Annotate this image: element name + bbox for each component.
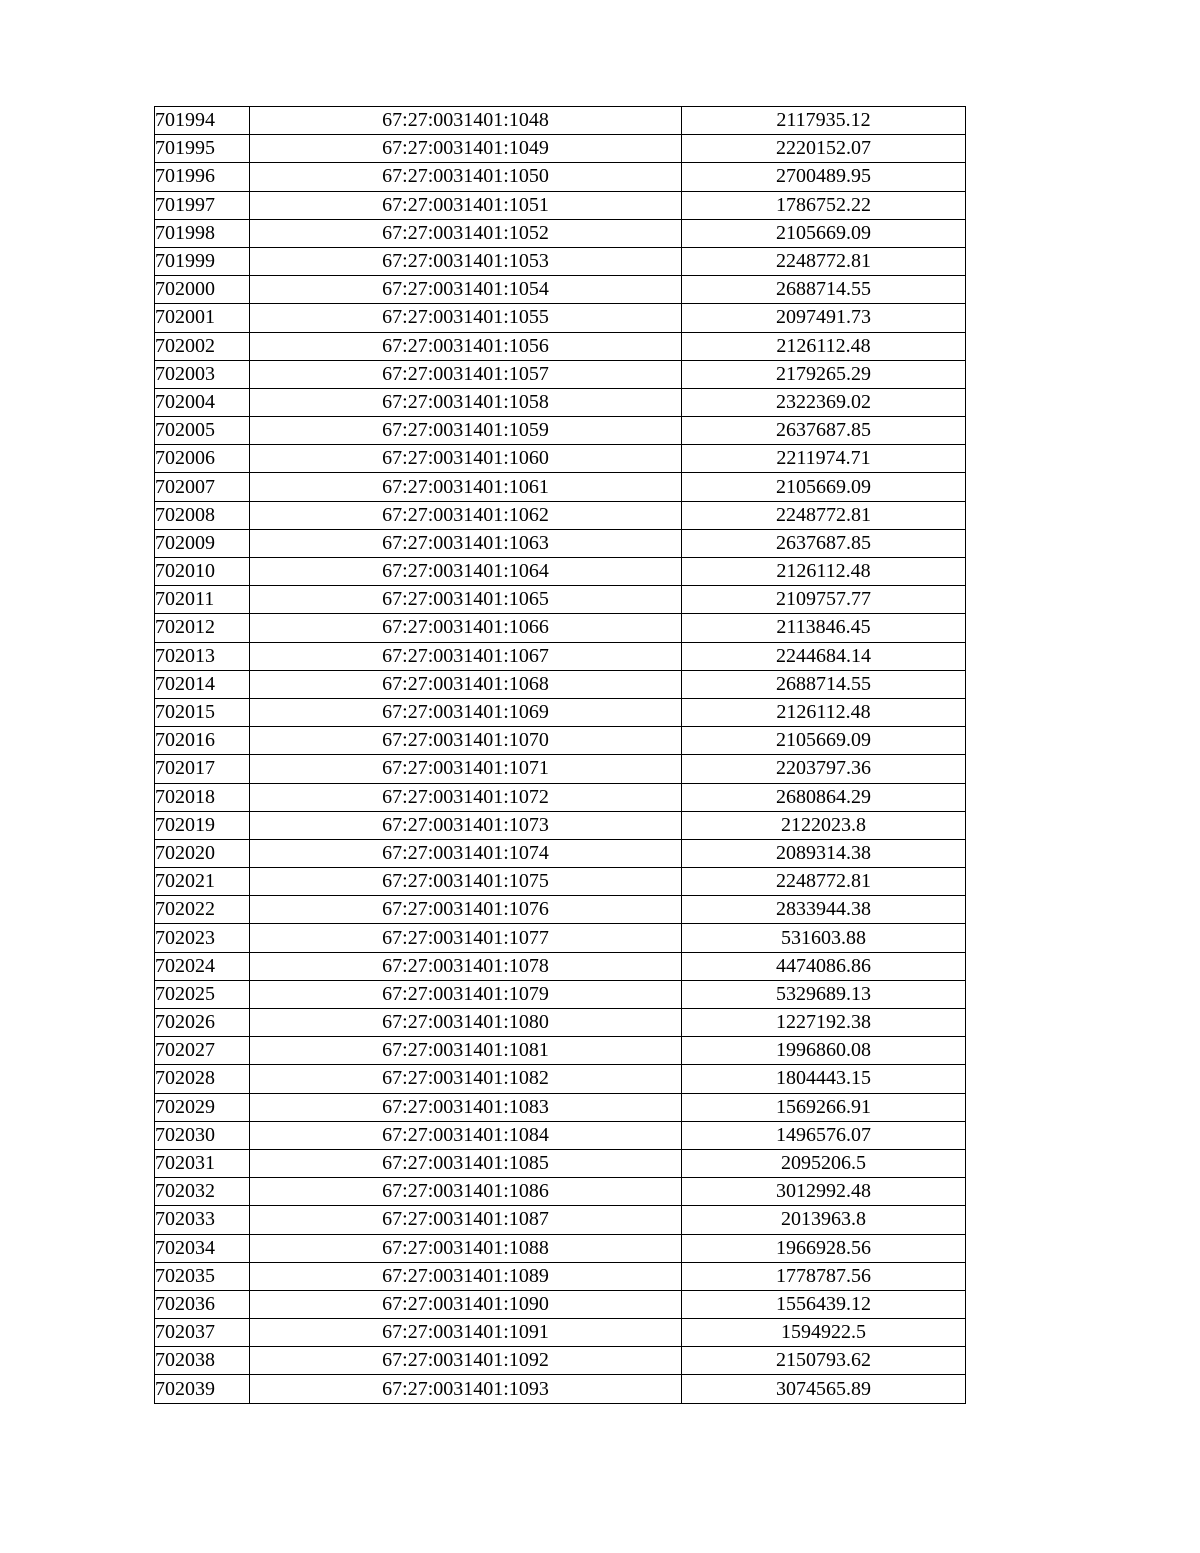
table-row: [155, 1065, 966, 1093]
table-row: [155, 952, 966, 980]
cadastral-value-cell: 3074565.89: [682, 1375, 966, 1403]
table-row: [155, 135, 966, 163]
table-row: [155, 1178, 966, 1206]
cadastral-number-cell: 67:27:0031401:1082: [250, 1065, 682, 1093]
table-row: [155, 614, 966, 642]
cadastral-number-cell: 67:27:0031401:1066: [250, 614, 682, 642]
cadastral-value-cell: 2220152.07: [682, 135, 966, 163]
cadastral-number-cell: 67:27:0031401:1085: [250, 1149, 682, 1177]
cadastral-value-cell: 2203797.36: [682, 755, 966, 783]
table-row: [155, 304, 966, 332]
cadastral-value-table: [154, 106, 966, 1404]
cadastral-number-cell: 67:27:0031401:1081: [250, 1037, 682, 1065]
row-id-cell: 702016: [155, 727, 250, 755]
table-row: [155, 727, 966, 755]
table-row: [155, 1149, 966, 1177]
row-id-cell: 702034: [155, 1234, 250, 1262]
cadastral-number-cell: 67:27:0031401:1059: [250, 417, 682, 445]
table-row: [155, 191, 966, 219]
cadastral-value-cell: 2688714.55: [682, 670, 966, 698]
cadastral-number-cell: 67:27:0031401:1091: [250, 1319, 682, 1347]
cadastral-value-cell: 1966928.56: [682, 1234, 966, 1262]
table-row: [155, 811, 966, 839]
cadastral-value-cell: 2637687.85: [682, 417, 966, 445]
row-id-cell: 701998: [155, 219, 250, 247]
cadastral-number-cell: 67:27:0031401:1057: [250, 360, 682, 388]
cadastral-value-cell: 1496576.07: [682, 1121, 966, 1149]
row-id-cell: 702025: [155, 980, 250, 1008]
cadastral-value-cell: 5329689.13: [682, 980, 966, 1008]
cadastral-value-cell: 2113846.45: [682, 614, 966, 642]
cadastral-number-cell: 67:27:0031401:1074: [250, 839, 682, 867]
row-id-cell: 702013: [155, 642, 250, 670]
cadastral-value-cell: 2248772.81: [682, 868, 966, 896]
table-row: [155, 360, 966, 388]
row-id-cell: 702004: [155, 388, 250, 416]
table-row: [155, 868, 966, 896]
cadastral-value-cell: 2211974.71: [682, 445, 966, 473]
table-row: [155, 670, 966, 698]
table-row: [155, 1121, 966, 1149]
row-id-cell: 701996: [155, 163, 250, 191]
row-id-cell: 702029: [155, 1093, 250, 1121]
cadastral-number-cell: 67:27:0031401:1076: [250, 896, 682, 924]
row-id-cell: 702007: [155, 473, 250, 501]
cadastral-value-cell: 531603.88: [682, 924, 966, 952]
row-id-cell: 702001: [155, 304, 250, 332]
cadastral-value-cell: 1227192.38: [682, 1009, 966, 1037]
cadastral-number-cell: 67:27:0031401:1048: [250, 107, 682, 135]
row-id-cell: 702024: [155, 952, 250, 980]
row-id-cell: 702011: [155, 586, 250, 614]
cadastral-value-cell: 1594922.5: [682, 1319, 966, 1347]
table-row: [155, 896, 966, 924]
table-row: [155, 1262, 966, 1290]
cadastral-number-cell: 67:27:0031401:1051: [250, 191, 682, 219]
table-row: [155, 924, 966, 952]
cadastral-number-cell: 67:27:0031401:1050: [250, 163, 682, 191]
cadastral-value-cell: 2322369.02: [682, 388, 966, 416]
row-id-cell: 702019: [155, 811, 250, 839]
cadastral-number-cell: 67:27:0031401:1061: [250, 473, 682, 501]
table-row: [155, 332, 966, 360]
cadastral-value-cell: 2117935.12: [682, 107, 966, 135]
row-id-cell: 702032: [155, 1178, 250, 1206]
cadastral-number-cell: 67:27:0031401:1068: [250, 670, 682, 698]
row-id-cell: 702000: [155, 276, 250, 304]
row-id-cell: 702020: [155, 839, 250, 867]
row-id-cell: 702030: [155, 1121, 250, 1149]
cadastral-number-cell: 67:27:0031401:1092: [250, 1347, 682, 1375]
row-id-cell: 702031: [155, 1149, 250, 1177]
cadastral-value-cell: 1569266.91: [682, 1093, 966, 1121]
table-row: [155, 529, 966, 557]
cadastral-value-cell: 4474086.86: [682, 952, 966, 980]
cadastral-number-cell: 67:27:0031401:1084: [250, 1121, 682, 1149]
table-row: [155, 247, 966, 275]
row-id-cell: 702005: [155, 417, 250, 445]
cadastral-value-cell: 2833944.38: [682, 896, 966, 924]
table-row: [155, 1009, 966, 1037]
cadastral-number-cell: 67:27:0031401:1073: [250, 811, 682, 839]
table-row: [155, 107, 966, 135]
row-id-cell: 702015: [155, 698, 250, 726]
table-row: [155, 388, 966, 416]
cadastral-number-cell: 67:27:0031401:1062: [250, 501, 682, 529]
table-row: [155, 698, 966, 726]
cadastral-number-cell: 67:27:0031401:1065: [250, 586, 682, 614]
row-id-cell: 701997: [155, 191, 250, 219]
row-id-cell: 702027: [155, 1037, 250, 1065]
row-id-cell: 702021: [155, 868, 250, 896]
cadastral-value-cell: 2105669.09: [682, 727, 966, 755]
cadastral-value-cell: 2095206.5: [682, 1149, 966, 1177]
cadastral-value-cell: 2688714.55: [682, 276, 966, 304]
cadastral-number-cell: 67:27:0031401:1071: [250, 755, 682, 783]
cadastral-number-cell: 67:27:0031401:1064: [250, 558, 682, 586]
cadastral-value-cell: 2700489.95: [682, 163, 966, 191]
cadastral-value-cell: 2680864.29: [682, 783, 966, 811]
row-id-cell: 702018: [155, 783, 250, 811]
row-id-cell: 702026: [155, 1009, 250, 1037]
table-row: [155, 445, 966, 473]
table-row: [155, 839, 966, 867]
cadastral-number-cell: 67:27:0031401:1089: [250, 1262, 682, 1290]
cadastral-number-cell: 67:27:0031401:1060: [250, 445, 682, 473]
table-row: [155, 1206, 966, 1234]
row-id-cell: 701994: [155, 107, 250, 135]
cadastral-value-cell: 2013963.8: [682, 1206, 966, 1234]
cadastral-value-cell: 2637687.85: [682, 529, 966, 557]
row-id-cell: 702010: [155, 558, 250, 586]
cadastral-number-cell: 67:27:0031401:1053: [250, 247, 682, 275]
cadastral-number-cell: 67:27:0031401:1075: [250, 868, 682, 896]
row-id-cell: 702035: [155, 1262, 250, 1290]
cadastral-number-cell: 67:27:0031401:1063: [250, 529, 682, 557]
cadastral-number-cell: 67:27:0031401:1052: [250, 219, 682, 247]
cadastral-value-cell: 2105669.09: [682, 473, 966, 501]
cadastral-number-cell: 67:27:0031401:1072: [250, 783, 682, 811]
row-id-cell: 702039: [155, 1375, 250, 1403]
row-id-cell: 701995: [155, 135, 250, 163]
cadastral-value-cell: 1786752.22: [682, 191, 966, 219]
cadastral-value-cell: 1778787.56: [682, 1262, 966, 1290]
row-id-cell: 702033: [155, 1206, 250, 1234]
cadastral-number-cell: 67:27:0031401:1055: [250, 304, 682, 332]
cadastral-value-cell: 2089314.38: [682, 839, 966, 867]
cadastral-number-cell: 67:27:0031401:1070: [250, 727, 682, 755]
table-row: [155, 558, 966, 586]
cadastral-value-cell: 2097491.73: [682, 304, 966, 332]
row-id-cell: 702022: [155, 896, 250, 924]
cadastral-value-cell: 2150793.62: [682, 1347, 966, 1375]
table-row: [155, 276, 966, 304]
cadastral-number-cell: 67:27:0031401:1067: [250, 642, 682, 670]
cadastral-number-cell: 67:27:0031401:1077: [250, 924, 682, 952]
table-row: [155, 1234, 966, 1262]
cadastral-number-cell: 67:27:0031401:1088: [250, 1234, 682, 1262]
cadastral-number-cell: 67:27:0031401:1079: [250, 980, 682, 1008]
row-id-cell: 702006: [155, 445, 250, 473]
table-row: [155, 1093, 966, 1121]
cadastral-number-cell: 67:27:0031401:1049: [250, 135, 682, 163]
cadastral-value-cell: 3012992.48: [682, 1178, 966, 1206]
table-row: [155, 473, 966, 501]
cadastral-value-cell: 2126112.48: [682, 558, 966, 586]
table-row: [155, 642, 966, 670]
cadastral-number-cell: 67:27:0031401:1078: [250, 952, 682, 980]
row-id-cell: 702023: [155, 924, 250, 952]
cadastral-number-cell: 67:27:0031401:1083: [250, 1093, 682, 1121]
table-body: [155, 107, 966, 1404]
table-row: [155, 783, 966, 811]
table-row: [155, 219, 966, 247]
row-id-cell: 702014: [155, 670, 250, 698]
cadastral-value-cell: 2126112.48: [682, 332, 966, 360]
table-row: [155, 1347, 966, 1375]
cadastral-value-cell: 2179265.29: [682, 360, 966, 388]
table-row: [155, 417, 966, 445]
cadastral-number-cell: 67:27:0031401:1087: [250, 1206, 682, 1234]
row-id-cell: 702028: [155, 1065, 250, 1093]
row-id-cell: 702008: [155, 501, 250, 529]
cadastral-value-cell: 2105669.09: [682, 219, 966, 247]
cadastral-number-cell: 67:27:0031401:1069: [250, 698, 682, 726]
table-row: [155, 1375, 966, 1403]
row-id-cell: 702037: [155, 1319, 250, 1347]
cadastral-value-cell: 1996860.08: [682, 1037, 966, 1065]
cadastral-value-cell: 2244684.14: [682, 642, 966, 670]
cadastral-value-cell: 2122023.8: [682, 811, 966, 839]
cadastral-number-cell: 67:27:0031401:1054: [250, 276, 682, 304]
cadastral-value-cell: 2109757.77: [682, 586, 966, 614]
cadastral-number-cell: 67:27:0031401:1056: [250, 332, 682, 360]
table-row: [155, 501, 966, 529]
cadastral-number-cell: 67:27:0031401:1090: [250, 1290, 682, 1318]
cadastral-value-cell: 2248772.81: [682, 501, 966, 529]
table-row: [155, 1290, 966, 1318]
table-row: [155, 1319, 966, 1347]
row-id-cell: 702012: [155, 614, 250, 642]
table-row: [155, 980, 966, 1008]
table-row: [155, 1037, 966, 1065]
row-id-cell: 701999: [155, 247, 250, 275]
row-id-cell: 702009: [155, 529, 250, 557]
row-id-cell: 702038: [155, 1347, 250, 1375]
cadastral-number-cell: 67:27:0031401:1080: [250, 1009, 682, 1037]
cadastral-value-cell: 1556439.12: [682, 1290, 966, 1318]
table-row: [155, 755, 966, 783]
cadastral-value-cell: 1804443.15: [682, 1065, 966, 1093]
row-id-cell: 702036: [155, 1290, 250, 1318]
row-id-cell: 702002: [155, 332, 250, 360]
table-row: [155, 586, 966, 614]
cadastral-value-cell: 2126112.48: [682, 698, 966, 726]
cadastral-number-cell: 67:27:0031401:1086: [250, 1178, 682, 1206]
cadastral-value-cell: 2248772.81: [682, 247, 966, 275]
row-id-cell: 702017: [155, 755, 250, 783]
row-id-cell: 702003: [155, 360, 250, 388]
cadastral-number-cell: 67:27:0031401:1058: [250, 388, 682, 416]
table-row: [155, 163, 966, 191]
cadastral-number-cell: 67:27:0031401:1093: [250, 1375, 682, 1403]
